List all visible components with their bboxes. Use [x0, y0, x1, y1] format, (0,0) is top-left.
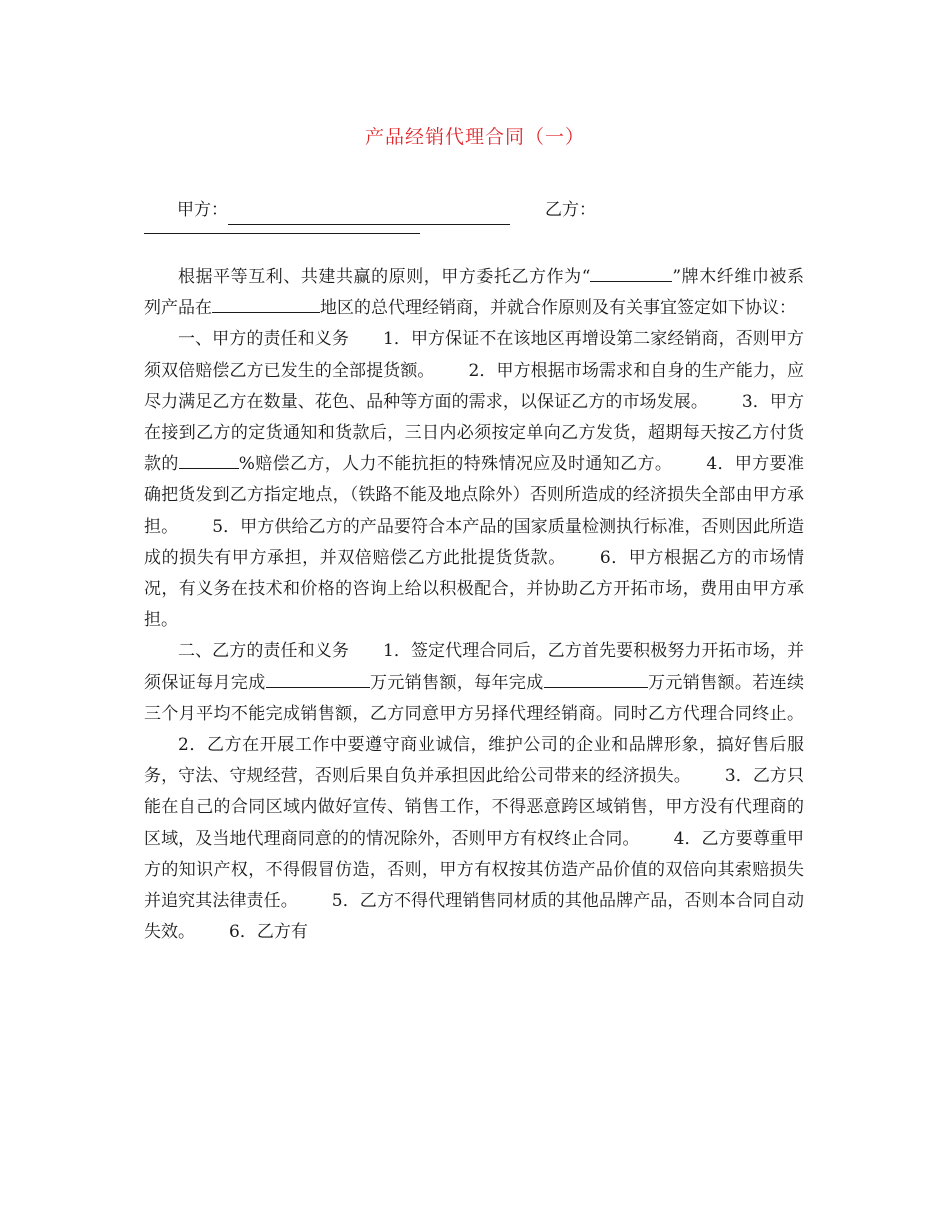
yearly-sales-blank — [544, 671, 648, 688]
party-a-blank — [228, 204, 510, 225]
brand-blank — [590, 265, 672, 282]
percent-blank — [179, 452, 239, 469]
monthly-sales-blank — [266, 671, 370, 688]
section-2-paragraph: 二、乙方的责任和义务 1．签定代理合同后，乙方首先要积极努力开拓市场，并须保证每月完成 万元销售额，每年完成 万元销售额。若连续三个月平均不能完成销售额，乙方同意甲方另择代理经销商。同时乙方代理合同终止。2．乙方在开展工作中要遵守商业诚信，维护公司的企业和品牌形象，搞好售后服务，守法、守规经营，否则后果自负并承担因此给公司带来的经济损失。 3．乙方只能在自己的合同区域内做好宣传、销售工作，不得恶意跨区域销售，甲方没有代理商的区域，及当地代理商同意的的情况除外，否则甲方有权终止合同。 4．乙方要尊重甲方的知识产权，不得假冒仿造，否则，甲方有权按其仿造产品价值的双倍向其索赔损失并追究其法律责任。 5．乙方不得代理销售同材质的其他品牌产品，否则本合同自动失效。 6．乙方有 — [144, 641, 805, 943]
region-blank — [212, 296, 320, 313]
section-1-paragraph: 一、甲方的责任和义务 1．甲方保证不在该地区再增设第二家经销商，否则甲方须双倍赔偿乙方已发生的全部提货额。 2．甲方根据市场需求和自身的生产能力，应尽力满足乙方在数量、花色、品种等方面的需求，以保证乙方的市场发展。 3．甲方在接到乙方的定货通知和货款后，三日内必须按定单向乙方发货，超期每天按乙方付货款的 %赔偿乙方，人力不能抗拒的特殊情况应及时通知乙方。 4．甲方要准确把货发到乙方指定地点，（铁路不能及地点除外）否则所造成的经济损失全部由甲方承担。 5．甲方供给乙方的产品要符合本产品的国家质量检测执行标准，否则因此所造成的损失有甲方承担，并双倍赔偿乙方此批提货货款。 6．甲方根据乙方的市场情况，有义务在技术和价格的咨询上给以积极配合，并协助乙方开拓市场，费用由甲方承担。 — [144, 329, 805, 631]
contract-title: 产品经销代理合同（一） — [364, 126, 585, 148]
contract-body — [144, 262, 804, 948]
section-2-heading: 二、乙方的责任和义务 — [178, 641, 349, 662]
party-b-blank — [144, 233, 420, 234]
section-1-heading: 一、甲方的责任和义务 — [178, 329, 349, 350]
preamble-paragraph: 根据平等互利、共建共赢的原则，甲方委托乙方作为“ ”牌木纤维巾被系列产品在 地区的总代理经销商，并就合作原则及有关事宜签定如下协议： — [144, 267, 804, 319]
parties-line — [177, 195, 817, 225]
party-a-label: 甲方： — [177, 200, 228, 220]
party-b-label: 乙方： — [545, 200, 596, 220]
